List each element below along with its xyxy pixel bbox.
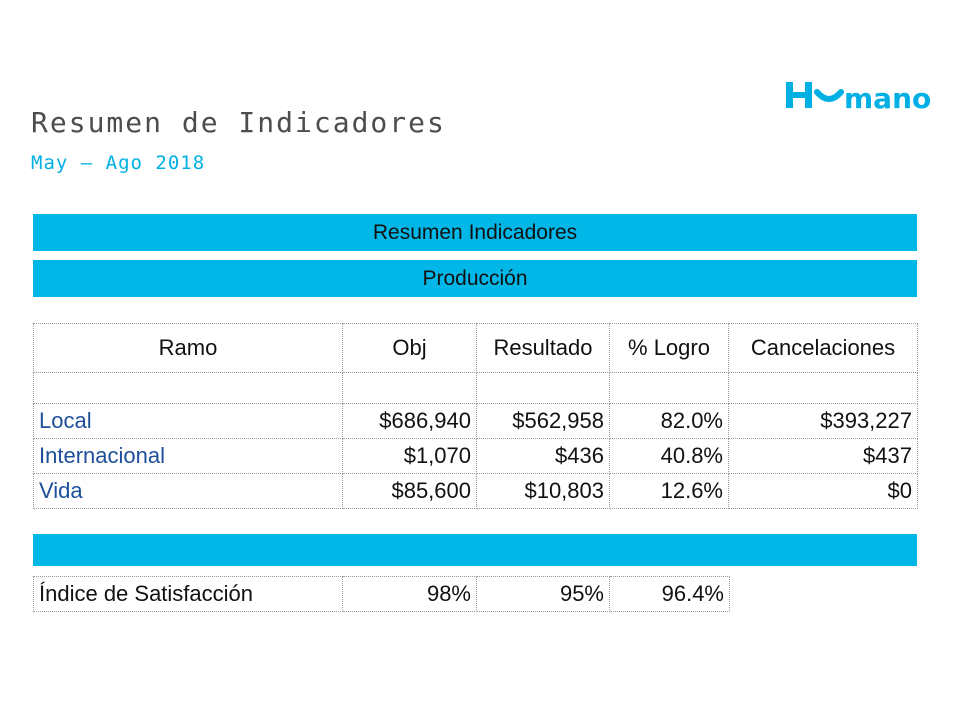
satisfaction-resultado: 95% [477, 577, 610, 612]
header-ramo: Ramo [34, 324, 343, 373]
obj-cell: $1,070 [343, 439, 477, 474]
cancelaciones-cell: $437 [729, 439, 918, 474]
resultado-cell: $436 [477, 439, 610, 474]
table-row [34, 474, 918, 509]
ramo-cell: Vida [34, 474, 343, 509]
header-logro: % Logro [610, 324, 729, 373]
logro-cell: 40.8% [610, 439, 729, 474]
ramo-cell: Local [34, 404, 343, 439]
logro-cell: 82.0% [610, 404, 729, 439]
header-cancelaciones: Cancelaciones [729, 324, 918, 373]
header-obj: Obj [343, 324, 477, 373]
band-empty [33, 534, 917, 566]
obj-cell: $686,940 [343, 404, 477, 439]
table-header-row [34, 324, 918, 373]
page-title: Resumen de Indicadores [31, 106, 446, 139]
cancelaciones-cell: $393,227 [729, 404, 918, 439]
table-blank-row [34, 373, 918, 404]
cancelaciones-cell: $0 [729, 474, 918, 509]
satisfaction-row [34, 577, 730, 612]
indicators-table [33, 323, 918, 509]
humano-logo [784, 72, 946, 118]
table-row [34, 439, 918, 474]
header-resultado: Resultado [477, 324, 610, 373]
satisfaction-obj: 98% [343, 577, 477, 612]
table-row [34, 404, 918, 439]
obj-cell: $85,600 [343, 474, 477, 509]
page-subtitle: May – Ago 2018 [31, 152, 206, 174]
ramo-cell: Internacional [34, 439, 343, 474]
band-resumen-indicadores: Resumen Indicadores [33, 214, 917, 251]
resultado-cell: $10,803 [477, 474, 610, 509]
satisfaction-table [33, 576, 730, 612]
logro-cell: 12.6% [610, 474, 729, 509]
svg-text:mano: mano [844, 82, 932, 115]
satisfaction-logro: 96.4% [610, 577, 730, 612]
resultado-cell: $562,958 [477, 404, 610, 439]
band-produccion: Producción [33, 260, 917, 297]
satisfaction-label: Índice de Satisfacción [34, 577, 343, 612]
